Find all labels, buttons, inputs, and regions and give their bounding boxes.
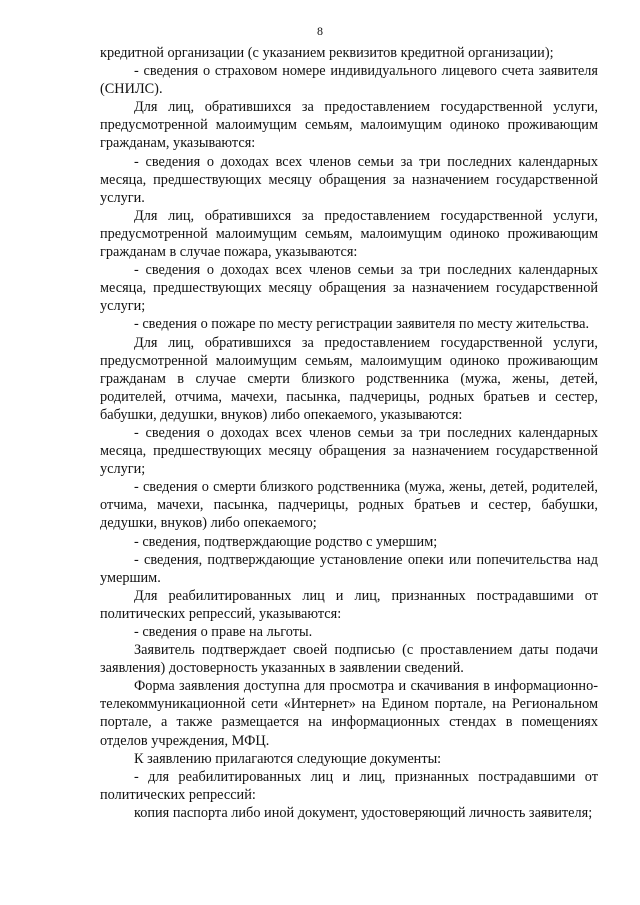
paragraph: - сведения о страховом номере индивидуального лицевого счета заявителя (СНИЛС). xyxy=(100,63,598,98)
paragraph: Для лиц, обратившихся за предоставлением государственной услуги, предусмотренной малоимущим семьям, малоимущим одиноко проживающим гражданам, указываются: xyxy=(100,99,598,152)
paragraph: Для реабилитированных лиц и лиц, признанных пострадавшими от политических репрессий, указываются: xyxy=(100,587,598,622)
paragraph: - сведения о доходах всех членов семьи за три последних календарных месяца, предшествующих месяцу обращения за назначением государственной услуги. xyxy=(100,153,598,206)
paragraph: - сведения о пожаре по месту регистрации заявителя по месту жительства. xyxy=(134,316,590,333)
paragraph: - сведения, подтверждающие родство с умершим; xyxy=(134,533,438,550)
paragraph: - сведения о смерти близкого родственника (мужа, жены, детей, родителей, отчима, мачехи, пасынка, падчерицы, родных братьев и сестер, бабушки, дедушки, внуков) либо опекаемого; xyxy=(100,479,598,532)
paragraph: - сведения о праве на льготы. xyxy=(134,624,313,640)
paragraph: К заявлению прилагаются следующие документы: xyxy=(134,750,442,767)
paragraph: Заявитель подтверждает своей подписью (с проставлением даты подачи заявления) достоверность указанных в заявлении сведений. xyxy=(100,642,598,677)
paragraph: Форма заявления доступна для просмотра и скачивания в информационно-телекоммуникационной сети «Интернет» на Едином портале, на Региональном портале, а также размещается на информационных стендах в помещениях отделов учреждения, МФЦ. xyxy=(100,678,598,749)
paragraph: - для реабилитированных лиц и лиц, признанных пострадавшими от политических репрессий: xyxy=(100,768,598,803)
paragraph: копия паспорта либо иной документ, удостоверяющий личность заявителя; xyxy=(134,804,593,821)
document-body xyxy=(100,44,598,822)
paragraph: Для лиц, обратившихся за предоставлением государственной услуги, предусмотренной малоимущим семьям, малоимущим одиноко проживающим гражданам в случае смерти близкого родственника (мужа, жены, детей, родителей, отчима, мачехи, пасынка, падчерицы, родных братьев и сестер, бабушки, дедушки, внуков) либо опекаемого, указываются: xyxy=(100,334,598,423)
paragraph: Для лиц, обратившихся за предоставлением государственной услуги, предусмотренной малоимущим семьям, малоимущим одиноко проживающим гражданам в случае пожара, указываются: xyxy=(100,207,598,261)
paragraph: - сведения, подтверждающие установление опеки или попечительства над умершим. xyxy=(100,551,598,586)
paragraph: - сведения о доходах всех членов семьи за три последних календарных месяца, предшествующих месяцу обращения за назначением государственной услуги; xyxy=(100,424,598,478)
paragraph: кредитной организации (с указанием реквизитов кредитной организации); xyxy=(100,45,554,61)
page-number: 8 xyxy=(317,24,323,38)
paragraph: - сведения о доходах всех членов семьи за три последних календарных месяца, предшествующих месяцу обращения за назначением государственной услуги; xyxy=(100,262,598,315)
